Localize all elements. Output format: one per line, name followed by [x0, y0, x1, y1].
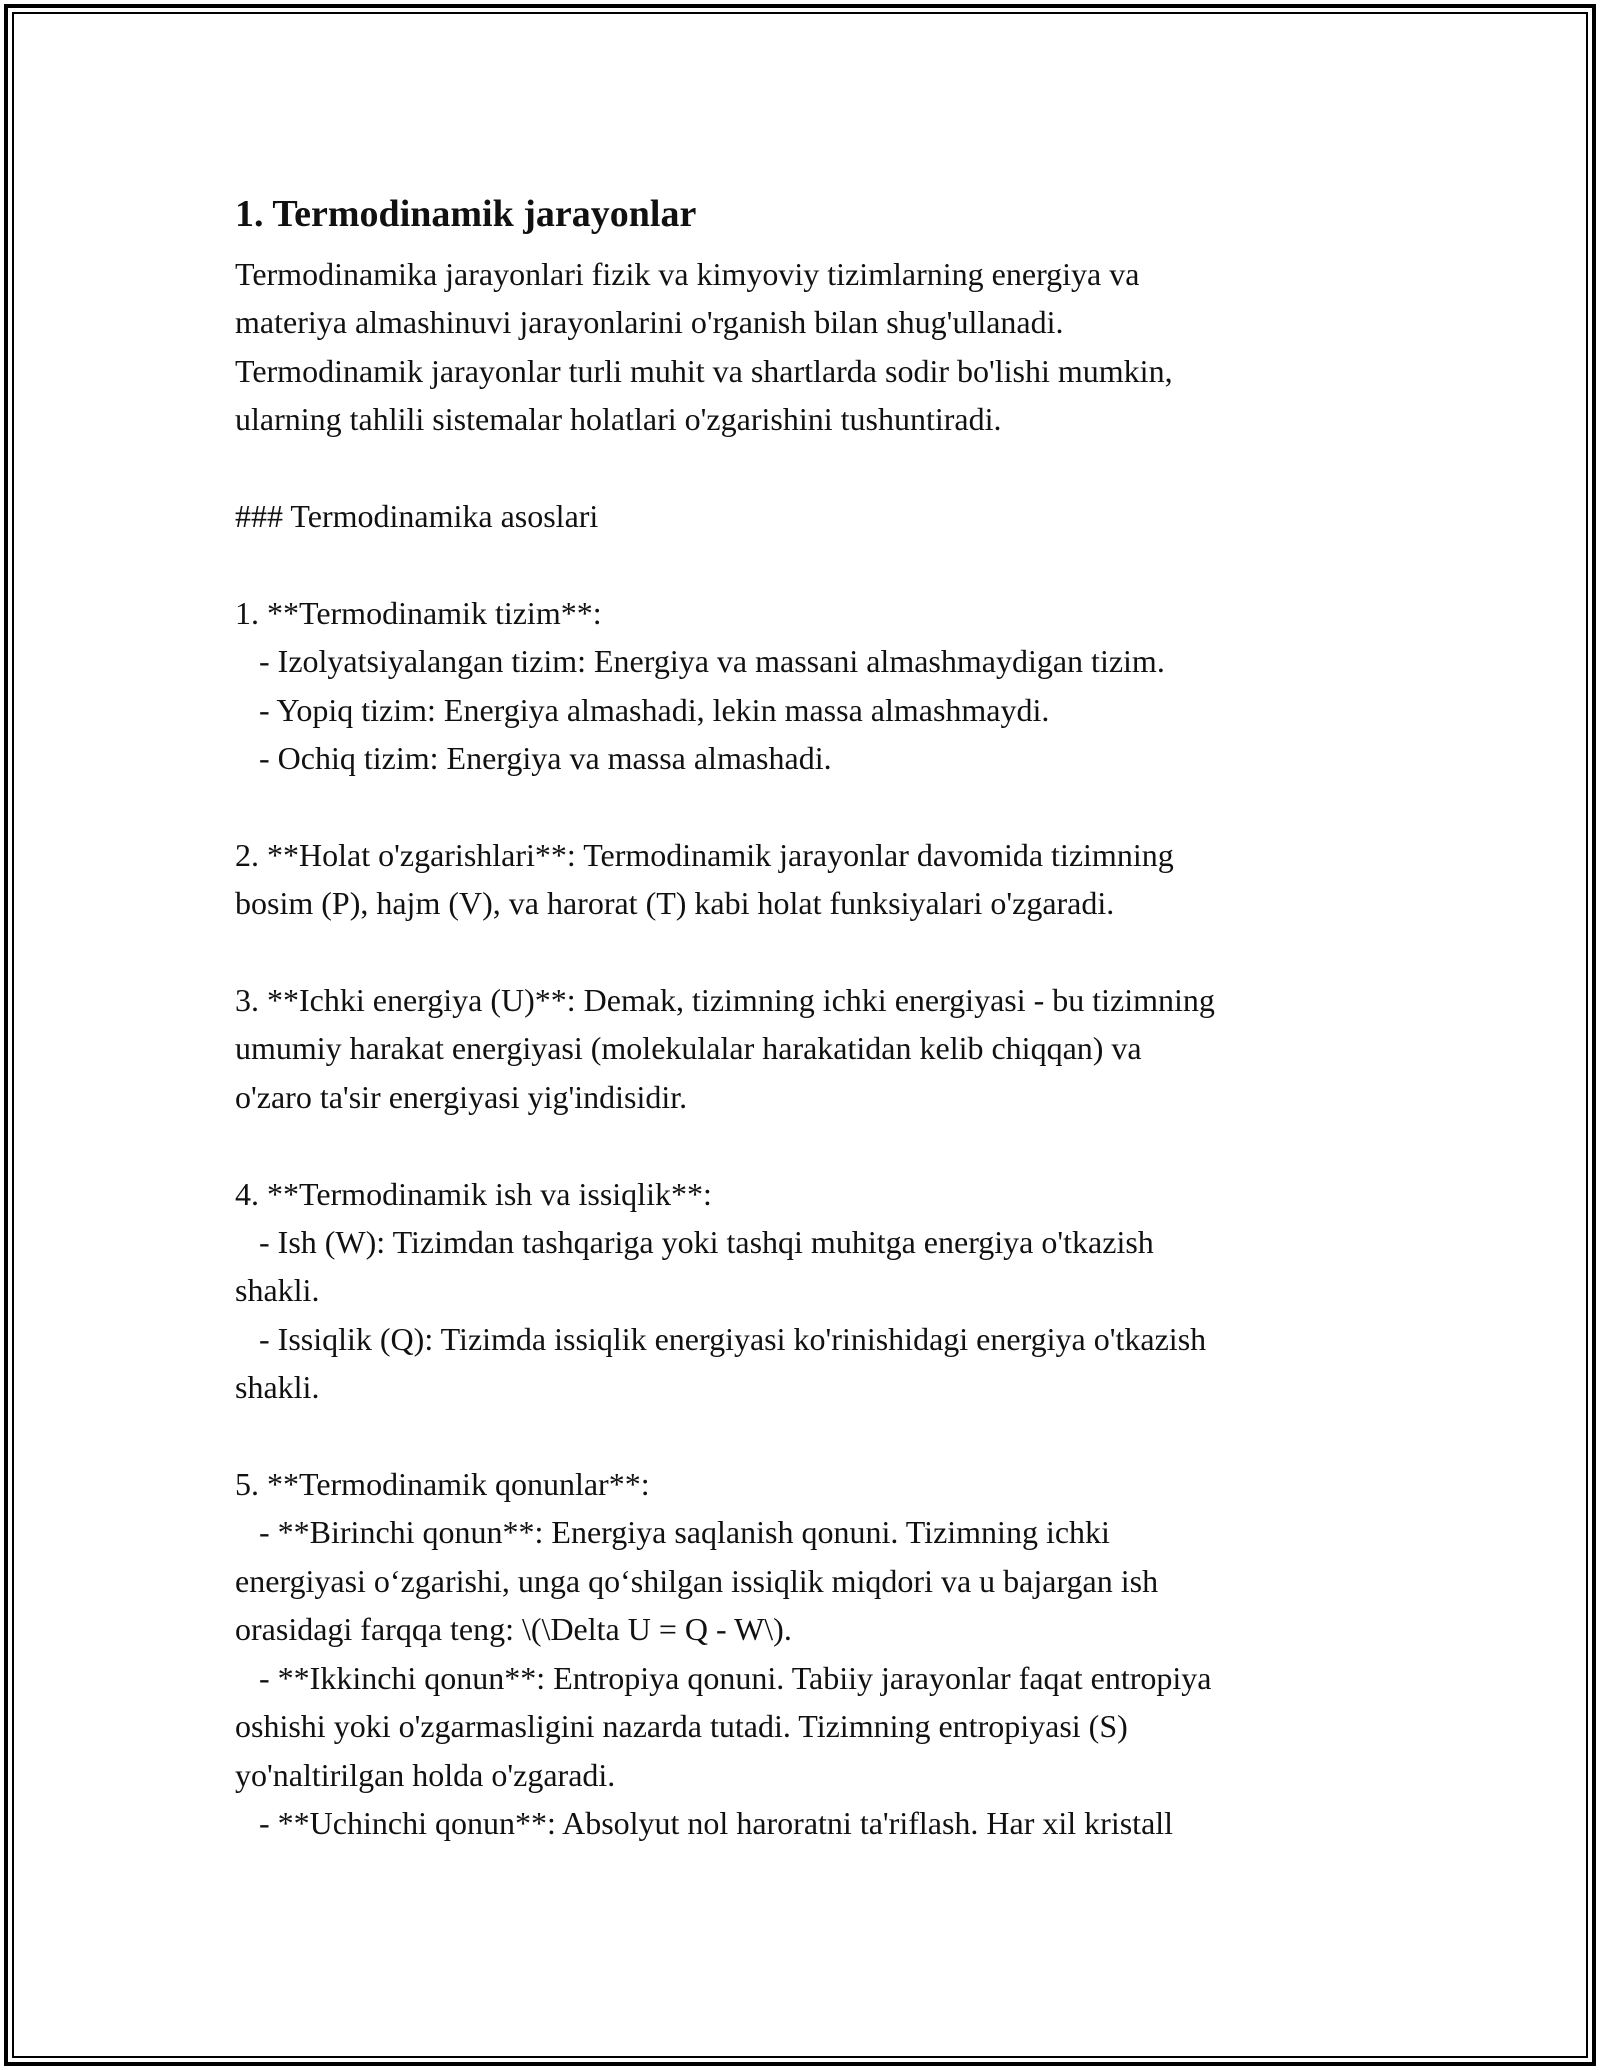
text-line: - **Birinchi qonun**: Energiya saqlanish qonuni. Tizimning ichki	[235, 1514, 1110, 1551]
text-line: Termodinamik jarayonlar turli muhit va shartlarda sodir bo'lishi mumkin,	[235, 352, 1173, 389]
text-line: 1. **Termodinamik tizim**:	[235, 594, 602, 631]
text-line: - Ish (W): Tizimdan tashqariga yoki tashqi muhitga energiya o'tkazish	[235, 1224, 1154, 1261]
text-line: 5. **Termodinamik qonunlar**:	[235, 1466, 650, 1503]
page-title: 1. Termodinamik jarayonlar	[235, 193, 697, 235]
text-lines	[235, 250, 1395, 1847]
text-line: 2. **Holat o'zgarishlari**: Termodinamik jarayonlar davomida tizimning	[235, 836, 1174, 873]
text-line: ularning tahlili sistemalar holatlari o'zgarishini tushuntiradi.	[235, 401, 1002, 438]
blank-line	[235, 928, 1395, 976]
text-line: materiya almashinuvi jarayonlarini o'rganish bilan shug'ullanadi.	[235, 304, 1064, 341]
text-line: - Izolyatsiyalangan tizim: Energiya va massani almashmaydigan tizim.	[235, 643, 1165, 680]
blank-line	[235, 1412, 1395, 1460]
text-line: - Yopiq tizim: Energiya almashadi, lekin massa almashmaydi.	[235, 691, 1050, 728]
text-line: - Ochiq tizim: Energiya va massa almashadi.	[235, 740, 832, 777]
text-line: shakli.	[235, 1272, 320, 1309]
text-line: 4. **Termodinamik ish va issiqlik**:	[235, 1175, 712, 1212]
text-line: - **Ikkinchi qonun**: Entropiya qonuni. Tabiiy jarayonlar faqat entropiya	[235, 1659, 1212, 1696]
text-line: ### Termodinamika asoslari	[235, 498, 599, 535]
blank-line	[235, 444, 1395, 492]
text-line: yo'naltirilgan holda o'zgaradi.	[235, 1756, 616, 1793]
blank-line	[235, 782, 1395, 830]
text-line: - **Uchinchi qonun**: Absolyut nol haroratni ta'riflash. Har xil kristall	[235, 1804, 1174, 1841]
text-line: umumiy harakat energiyasi (molekulalar harakatidan kelib chiqqan) va	[235, 1030, 1142, 1067]
document-body	[235, 188, 1395, 1847]
blank-line	[235, 540, 1395, 588]
text-line: Termodinamika jarayonlari fizik va kimyoviy tizimlarning energiya va	[235, 256, 1140, 292]
text-line: 3. **Ichki energiya (U)**: Demak, tizimning ichki energiyasi - bu tizimning	[235, 982, 1215, 1019]
text-line: energiyasi o‘zgarishi, unga qo‘shilgan issiqlik miqdori va u bajargan ish	[235, 1562, 1159, 1599]
text-line: oshishi yoki o'zgarmasligini nazarda tutadi. Tizimning entropiyasi (S)	[235, 1708, 1128, 1745]
text-line: shakli.	[235, 1369, 320, 1406]
text-line: o'zaro ta'sir energiyasi yig'indisidir.	[235, 1078, 688, 1115]
text-line: - Issiqlik (Q): Tizimda issiqlik energiyasi ko'rinishidagi energiya o'tkazish	[235, 1320, 1207, 1357]
text-line: bosim (P), hajm (V), va harorat (T) kabi holat funksiyalari o'zgaradi.	[235, 885, 1115, 922]
blank-line	[235, 1121, 1395, 1169]
text-line: orasidagi farqqa teng: \(\Delta U = Q - W\).	[235, 1611, 792, 1648]
